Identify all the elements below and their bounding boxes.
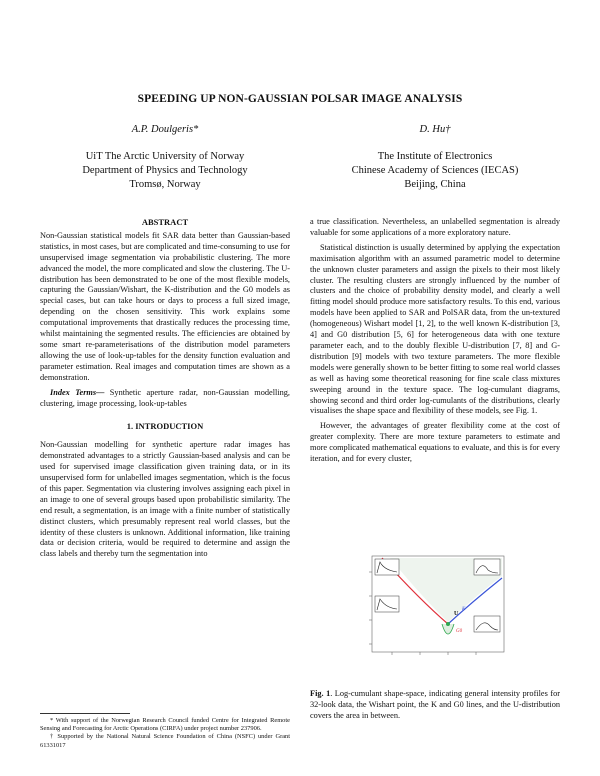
right-column xyxy=(310,217,560,465)
intensity-profile-inset-right xyxy=(474,559,500,575)
footnote-rule xyxy=(40,713,130,714)
intensity-profile-inset-bottom-right xyxy=(474,616,500,632)
author-2-affiliation: The Institute of Electronics Chinese Academy of Sciences (IECAS) Beijing, China xyxy=(351,151,519,190)
footnotes xyxy=(40,717,290,750)
u-label: U xyxy=(454,611,459,617)
figure-1-label: Fig. 1 xyxy=(310,689,331,698)
y-axis-ticks xyxy=(369,572,372,644)
index-terms-text: Synthetic aperture radar, non-Gaussian modelling, clustering, image processing, look-up-tables xyxy=(40,387,291,408)
g0-label: G0 xyxy=(456,629,463,634)
right-paragraph-1: a true classification. Nevertheless, an unlabelled segmentation is already valuable for some applications of a more exploratory nature. xyxy=(310,217,560,237)
paper-title: SPEEDING UP NON-GAUSSIAN POLSAR IMAGE ANALYSIS xyxy=(137,93,463,105)
figure-1-caption-text: . Log-cumulant shape-space, indicating general intensity profiles for 32-look data, the Wishart point, the K and G0 lines, and the U-distribution covers the area in between. xyxy=(310,689,561,720)
abstract-heading: ABSTRACT xyxy=(141,217,189,227)
index-terms-label: Index Terms— xyxy=(50,387,105,397)
introduction-heading: 1. INTRODUCTION xyxy=(126,421,204,432)
right-paragraph-3: However, the advantages of greater flexibility come at the cost of greater complexity. There are more texture parameters to estimate and more complicated mathematical equations to evaluate, and this is for every iteration, and for every cluster, xyxy=(310,421,560,464)
index-terms xyxy=(40,388,290,410)
right-paragraph-2: Statistical distinction is usually determined by applying the expectation maximisation algorithm with an assumed parametric model to determine the unknown cluster parameters and assign the pixels to their most likely cluster. The resulting clusters are strongly influenced by the number of clusters and the choice of probability density model, and clearly a well fitting model should produce more satisfactory results. To this end, various models have been applied to SAR and PolSAR data, from the un-textured (homogeneous) Wishart model [1, 2], to the well known K-distribution [3, 4] and G0 distribution [5, 6] for heterogeneous data with one texture parameter each, and to the doubly flexible U-distribution [7, 8] and G-distribution [9] models with two texture parameters. The more flexible models were generally shown to be better fitting to some real world classes as well as having some theoretical reasoning for fine scale class mixtures sweeping around in the texture space. The log-cumulant diagrams, showing second and third order log-cumulants of the distributions, clearly visualises the shape space and flexibility of these models, see Fig. 1. xyxy=(310,242,560,416)
author-2-name: D. Hu† xyxy=(419,124,451,135)
figure-1-plot xyxy=(362,552,510,666)
author-1-name: A.P. Doulgeris* xyxy=(131,124,199,135)
intensity-profile-inset-left xyxy=(375,559,399,575)
footnote-1: * With support of the Norwegian Research Council funded Centre for Integrated Remote Sensing and Forecasting for Arctic Operations (CIRFA) under project number 237906. xyxy=(40,717,290,733)
footnote-2: † Supported by the National Natural Science Foundation of China (NSFC) under Grant 61331017 xyxy=(40,733,290,749)
x-axis-ticks xyxy=(392,652,476,655)
abstract-text: Non-Gaussian statistical models fit SAR data better than Gaussian-based statistics, in most cases, but are complicated and time-consuming to use for unsupervised image segmentation via probabilistic clustering. The more advanced the model, the more complicated and slow the clustering. The U-distribution has been demonstrated to be one of the most flexible models, capturing the Gaussian/Wishart, the K-distribution and the G0 models as special cases, but can take hours or days to process a full sized image, depending on the chosen sensitivity. This work explains some computational improvements that drastically reduces the processing time, whilst maintaining the segmented results. The efficiencies are obtained by some smart re-parameterisations of the distribution model parameters allowing the use of look-up-tables for the density function evaluation and parameter estimation. Real images and computation times are shown as a demonstration. xyxy=(40,230,291,382)
intensity-profile-inset-bottom-left xyxy=(375,596,399,612)
figure-1-caption xyxy=(310,689,560,722)
left-column xyxy=(40,217,290,560)
k-label: K xyxy=(462,607,466,612)
author-1-affiliation: UiT The Arctic University of Norway Department of Physics and Technology Tromsø, Norway xyxy=(82,151,248,190)
introduction-paragraph: Non-Gaussian modelling for synthetic aperture radar images has demonstrated advantages to a strictly Gaussian-based analysis and can be used for supervised image classification given training data, or in its unsupervised form for unlabelled images segmentation, which is the focus of this paper. Segmentation via clustering involves assigning each pixel in an image to one of several groups based upon probabilistic similarity. The end result, a segmentation, is an image with a finite number of statistically distinct clusters, which presumably represent real world classes, but the identity of these clusters is unknown. Additional information, like training data or decision criteria, would be required to determine and assign the class labels and thereby turn the segmentation into xyxy=(40,440,290,559)
wishart-point xyxy=(446,622,450,626)
